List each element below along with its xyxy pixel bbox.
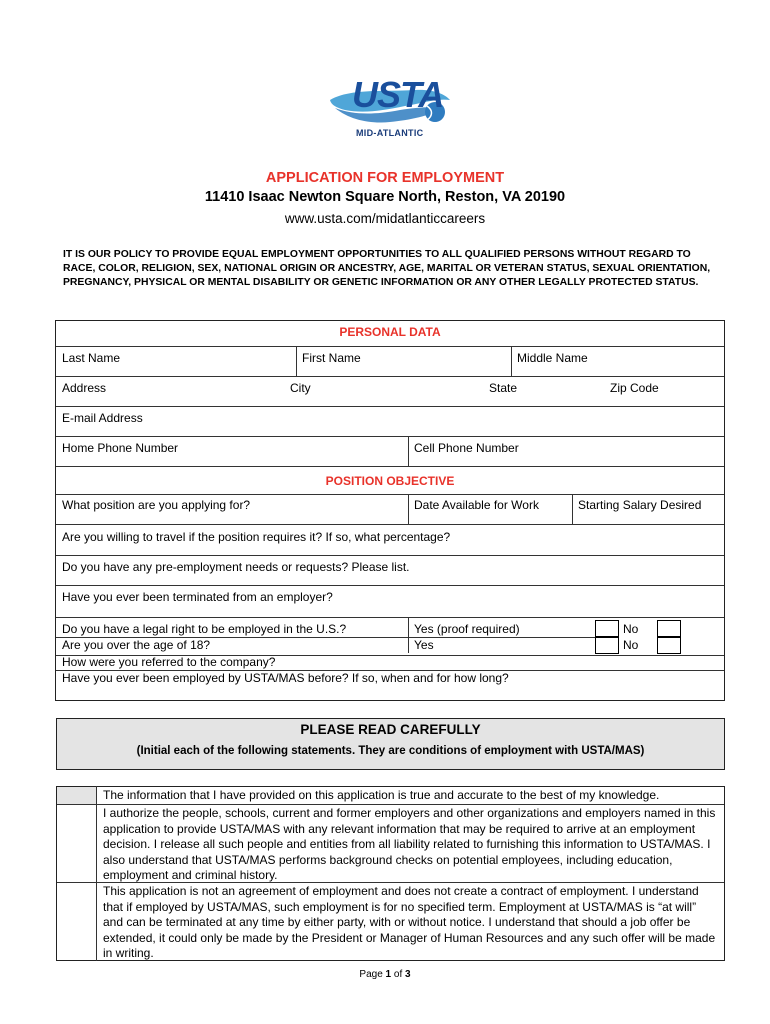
city-label[interactable]: City (290, 381, 311, 395)
legal-right-no-checkbox[interactable] (657, 620, 681, 637)
read-carefully-title: PLEASE READ CAREFULLY (300, 722, 481, 737)
yes-proof-label: Yes (proof required) (414, 622, 520, 636)
personal-data-title: PERSONAL DATA (339, 325, 441, 339)
company-address: 11410 Isaac Newton Square North, Reston, VA 20190 (204, 189, 566, 205)
pre-employment-question[interactable]: Do you have any pre-employment needs or requests? Please list. (62, 560, 410, 574)
home-phone-label[interactable]: Home Phone Number (62, 441, 179, 455)
employed-before-question[interactable]: Have you ever been employed by USTA/MAS before? If so, when and for how long? (62, 671, 509, 685)
state-label[interactable]: State (489, 381, 518, 395)
address-label[interactable]: Address (62, 381, 107, 395)
statement-2: I authorize the people, schools, current and former employers and other organizations and employers named in this application to provide USTA/MAS with any relevant information that may be required to arrive at an employment decision. I release all such people and entities from all liability related to furnishing this information to USTA/MAS. I also understand that USTA/MAS performs background checks on potential employees, including education, employment and criminal history. (103, 806, 716, 883)
email-label[interactable]: E-mail Address (62, 411, 143, 425)
initial-box-3[interactable] (57, 883, 96, 960)
position-applying-label[interactable]: What position are you applying for? (62, 498, 251, 512)
position-objective-title: POSITION OBJECTIVE (325, 474, 455, 488)
page-number (0, 969, 770, 980)
referral-question[interactable]: How were you referred to the company? (62, 655, 276, 669)
logo-subtitle: MID-ATLANTIC (356, 128, 424, 138)
logo-wordmark: USTA (352, 74, 444, 115)
age-yes-checkbox[interactable] (595, 637, 619, 654)
no-label-age: No (623, 638, 639, 652)
page-of: of (391, 969, 406, 980)
equal-opportunity-policy: IT IS OUR POLICY TO PROVIDE EQUAL EMPLOYMENT OPPORTUNITIES TO ALL QUALIFIED PERSONS WITHOUT REGARD TO RACE, COLOR, RELIGION, SEX, NATIONAL ORIGIN OR ANCESTRY, AGE, MARITAL OR VETERAN STATUS, SEXUAL ORIENTATION, PREGNANCY, PHYSICAL OR MENTAL DISABILITY OR GENETIC INFORMATION OR ANY OTHER LEGALLY PROTECTED STATUS. (63, 249, 711, 289)
legal-right-question: Do you have a legal right to be employed in the U.S.? (62, 622, 347, 636)
yes-label-age: Yes (414, 638, 434, 652)
careers-link[interactable]: www.usta.com/midatlanticcareers (284, 211, 486, 226)
salary-desired-label[interactable]: Starting Salary Desired (578, 498, 702, 512)
cell-phone-label[interactable]: Cell Phone Number (414, 441, 519, 455)
page-total: 3 (405, 969, 411, 980)
initial-box-2[interactable] (57, 805, 96, 882)
first-name-label[interactable]: First Name (302, 351, 361, 365)
date-available-label[interactable]: Date Available for Work (414, 498, 539, 512)
page-prefix: Page (359, 969, 386, 980)
read-carefully-subtitle: (Initial each of the following statements. They are conditions of employment with USTA/MAS) (136, 745, 645, 757)
middle-name-label[interactable]: Middle Name (517, 351, 588, 365)
legal-right-yes-checkbox[interactable] (595, 620, 619, 637)
page-current: 1 (385, 969, 392, 980)
no-label-legal: No (623, 622, 639, 636)
page-title: APPLICATION FOR EMPLOYMENT (265, 170, 505, 186)
zip-code-label[interactable]: Zip Code (610, 381, 659, 395)
age-no-checkbox[interactable] (657, 637, 681, 654)
initial-box-1[interactable] (57, 787, 96, 804)
last-name-label[interactable]: Last Name (62, 351, 121, 365)
terminated-question[interactable]: Have you ever been terminated from an employer? (62, 590, 333, 604)
travel-question[interactable]: Are you willing to travel if the position requires it? If so, what percentage? (62, 530, 451, 544)
statement-3: This application is not an agreement of employment and does not create a contract of employment. I understand that if employed by USTA/MAS, such employment is for no specified term. Employment at USTA/MAS is “at will” and can be terminated at any time by either party, with or without notice. I understand that should a job offer be extended, it could only be made by the President or Manager of Human Resources and any such offer will be made in writing. (103, 884, 716, 961)
statement-1: The information that I have provided on this application is true and accurate to the best of my knowledge. (103, 788, 660, 802)
age-question: Are you over the age of 18? (62, 638, 211, 652)
